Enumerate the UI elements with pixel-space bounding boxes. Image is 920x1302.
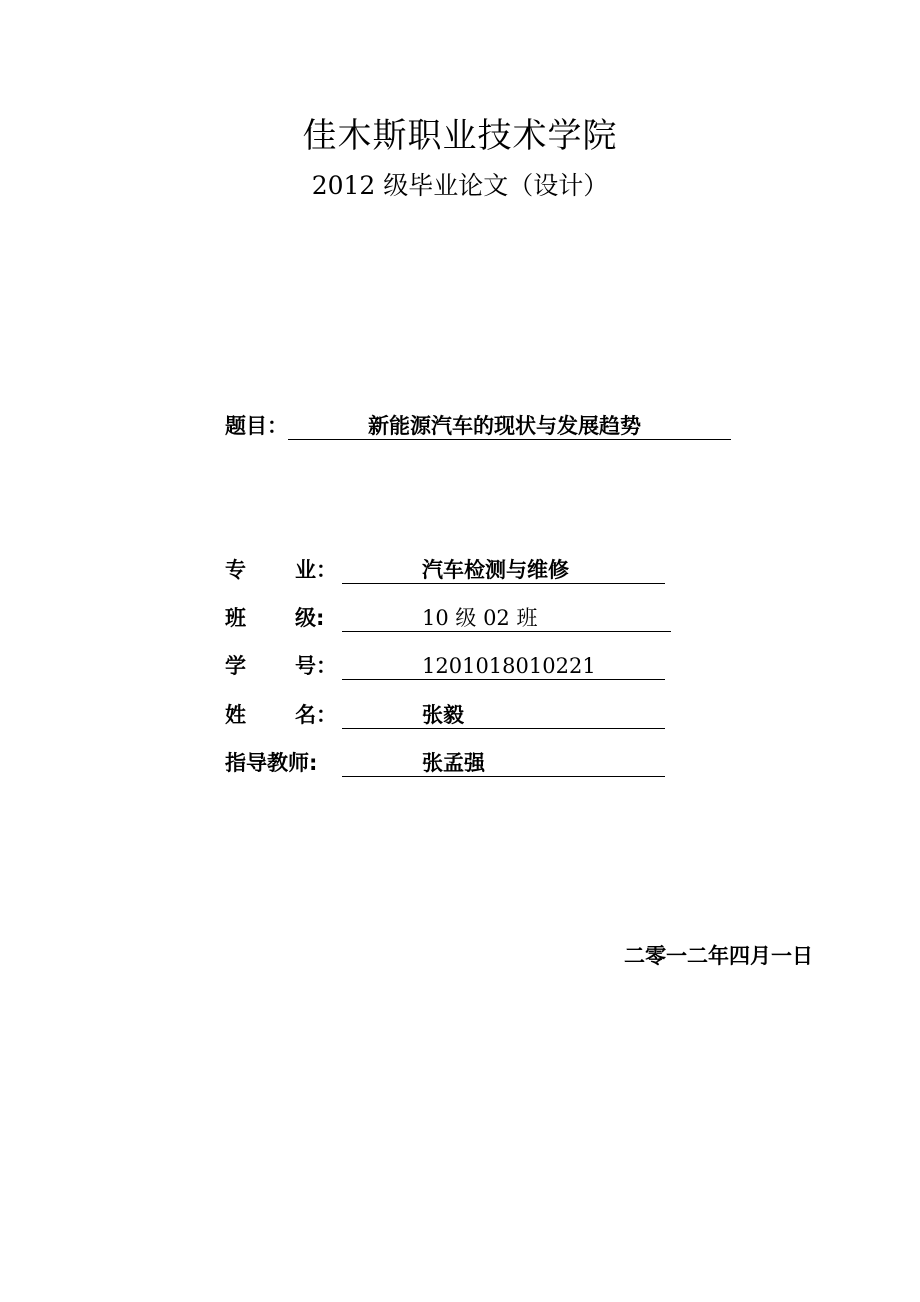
topic-value: 新能源汽车的现状与发展趋势 [368, 414, 641, 438]
institution-name: 佳木斯职业技术学院 [302, 116, 618, 156]
topic-row [225, 410, 731, 440]
field-underline-name [342, 703, 665, 729]
topic-label: 题目： [225, 414, 288, 438]
field-value-class: 10 级 02 班 [422, 606, 538, 630]
field-value-student-id: 1201018010221 [422, 654, 596, 678]
field-label-name-a: 姓 [225, 703, 246, 727]
field-label-class-a: 班 [225, 606, 246, 630]
field-row-advisor [225, 747, 665, 777]
field-row-student-id [225, 650, 665, 680]
field-value-major: 汽车检测与维修 [422, 558, 569, 582]
field-label-major-b: 业： [295, 558, 337, 582]
field-row-major [225, 554, 665, 584]
submission-date: 二零一二年四月一日 [624, 944, 813, 968]
topic-underline [288, 414, 731, 440]
field-underline-advisor [342, 751, 665, 777]
field-label-id-b: 号： [295, 654, 337, 678]
field-label-advisor: 指导教师: [225, 751, 318, 775]
field-underline-student-id [342, 654, 665, 680]
field-label-class-b: 级: [295, 606, 325, 630]
field-underline-major [342, 558, 665, 584]
field-value-name: 张毅 [422, 703, 464, 727]
field-row-class [225, 602, 671, 632]
field-underline-class [342, 606, 671, 632]
field-label-id-a: 学 [225, 654, 246, 678]
field-label-major-a: 专 [225, 558, 246, 582]
field-value-advisor: 张孟强 [422, 751, 485, 775]
field-label-name-b: 名： [295, 703, 337, 727]
field-row-name [225, 699, 665, 729]
thesis-subtitle: 2012 级毕业论文（设计） [311, 171, 609, 200]
